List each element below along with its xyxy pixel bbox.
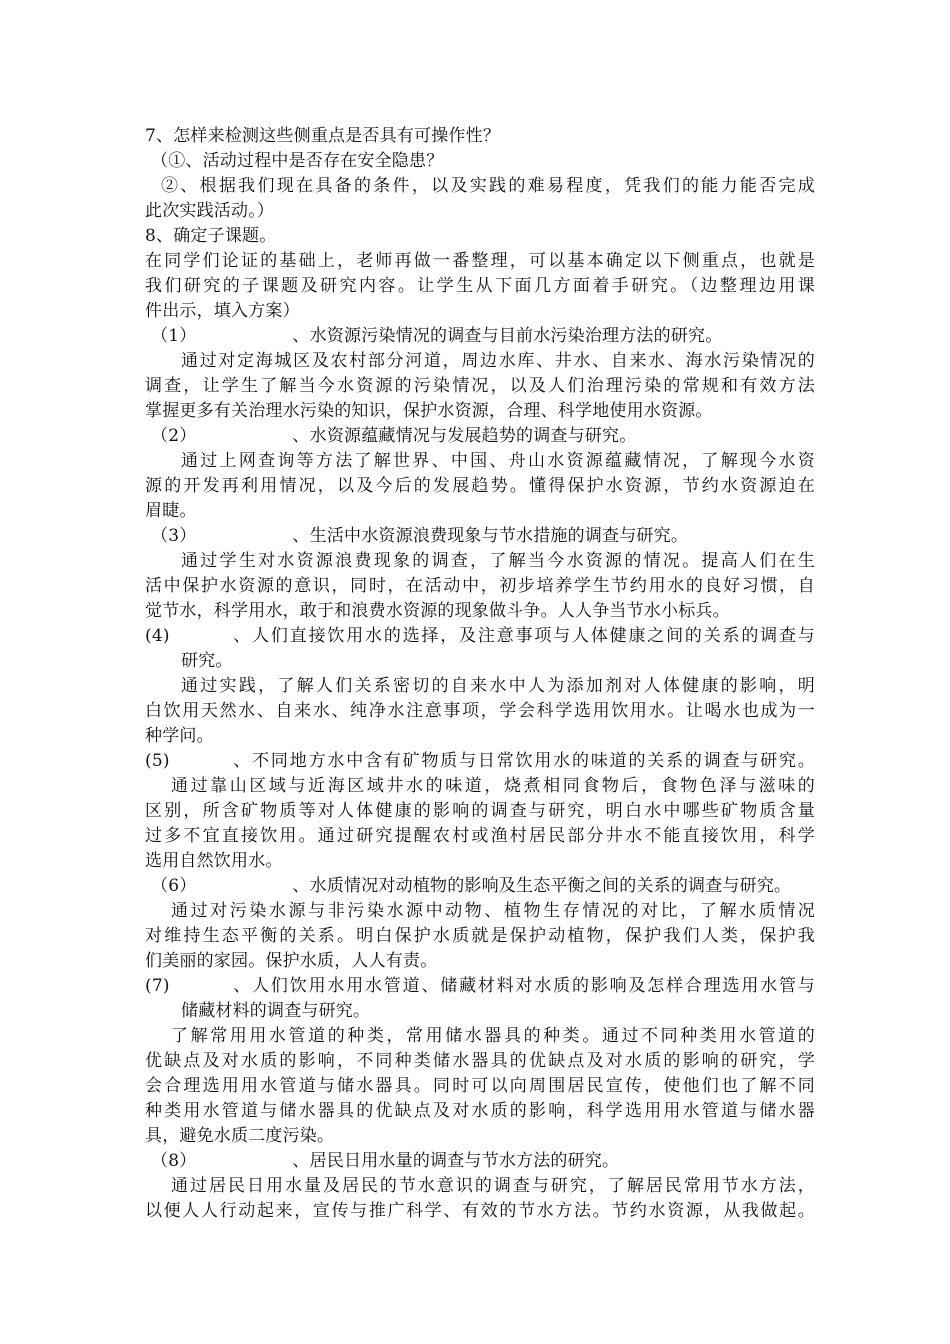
text-line: 此次实践活动。） <box>145 201 275 221</box>
subtopic-number: (4) <box>145 626 170 646</box>
text-line: 通过实践，了解人们关系密切的自来水中人为添加剂对人体健康的影响，明 <box>181 676 815 696</box>
subtopic-3-heading <box>145 524 815 549</box>
text-line: 区别，所含矿物质等对人体健康的影响的调查与研究，明白水中哪些矿物质含量 <box>145 801 815 821</box>
text-line: 通过对污染水源与非污染水源中动物、植物生存情况的对比，了解水质情况 <box>171 901 815 921</box>
subtopic-title: 、水质情况对动植物的影响及生态平衡之间的关系的调查与研究。 <box>292 876 792 896</box>
subtopic-4-heading <box>145 624 815 649</box>
subtopic-number: （1） <box>151 326 197 346</box>
subtopic-title: 、不同地方水中含有矿物质与日常饮用水的味道的关系的调查与研究。 <box>231 751 815 771</box>
subtopic-1-heading <box>145 324 815 349</box>
text-line: 了解常用用水管道的种类，常用储水器具的种类。通过不同种类用水管道的 <box>171 1026 815 1046</box>
text-line: 掌握更多有关治理水污染的知识，保护水资源，合理、科学地使用水资源。 <box>145 401 713 421</box>
text-line: 种类用水管道与储水器具的优缺点及对水质的影响，科学选用用水管道与储水器 <box>145 1101 815 1121</box>
subtopic-number: (5) <box>145 751 170 771</box>
text-line: 眉睫。 <box>145 501 197 521</box>
text-line: 活中保护水资源的意识，同时，在活动中，初步培养学生节约用水的良好习惯，自 <box>145 576 815 596</box>
subtopic-title: 、水资源蕴藏情况与发展趋势的调查与研究。 <box>292 426 637 446</box>
subtopic-number: （2） <box>151 426 197 446</box>
document-body <box>145 124 815 1224</box>
text-line: 觉节水，科学用水，敢于和浪费水资源的现象做斗争。人人争当节水小标兵。 <box>145 601 730 621</box>
text-line: 以便人人行动起来，宣传与推广科学、有效的节水方法。节约水资源，从我做起。 <box>145 1201 815 1221</box>
subtopic-6-heading <box>145 874 815 899</box>
subtopic-7-heading <box>145 974 815 999</box>
text-line: 源的开发再利用情况，以及今后的发展趋势。懂得保护水资源，节约水资源迫在 <box>145 476 815 496</box>
text-line: 会合理选用用水管道与储水器具。同时可以向周围居民宣传，使他们也了解不同 <box>145 1076 815 1096</box>
text-line: 具，避免水质二度污染。 <box>145 1126 335 1146</box>
text-line: 在同学们论证的基础上，老师再做一番整理，可以基本确定以下侧重点，也就是 <box>145 251 815 271</box>
text-line: 对维持生态平衡的关系。明白保护水质就是保护动植物，保护我们人类，保护我 <box>145 926 815 946</box>
subtopic-title: 、人们饮用水用水管道、储藏材料对水质的影响及怎样合理选用水管与 <box>231 976 815 996</box>
text-line: 们美丽的家园。保护水质，人人有责。 <box>145 951 438 971</box>
text-line: 通过学生对水资源浪费现象的调查，了解当今水资源的情况。提高人们在生 <box>181 551 815 571</box>
subtopic-title: 、人们直接饮用水的选择，及注意事项与人体健康之间的关系的调查与 <box>231 626 815 646</box>
text-line: 优缺点及对水质的影响，不同种类储水器具的优缺点及对水质的影响的研究，学 <box>145 1051 815 1071</box>
subtopic-number: （6） <box>151 876 197 896</box>
text-line: 通过靠山区域与近海区域井水的味道，烧煮相同食物后，食物色泽与滋味的 <box>171 776 815 796</box>
text-line: 过多不宜直接饮用。通过研究提醒农村或渔村居民部分井水不能直接饮用，科学 <box>145 826 815 846</box>
subtopic-title: 、居民日用水量的调查与节水方法的研究。 <box>292 1151 620 1171</box>
subtopic-8-heading <box>145 1149 815 1174</box>
text-line: 储藏材料的调查与研究。 <box>181 1001 371 1021</box>
text-line: 我们研究的子课题及研究内容。让学生从下面几方面着手研究。（边整理边用课 <box>145 276 815 296</box>
subtopic-number: (7) <box>145 976 170 996</box>
step-7-heading: 7、怎样来检测这些侧重点是否具有可操作性？ <box>145 126 501 146</box>
subtopic-2-heading <box>145 424 815 449</box>
text-line: 通过居民日用水量及居民的节水意识的调查与研究，了解居民常用节水方法， <box>171 1176 815 1196</box>
text-line: 调查，让学生了解当今水资源的污染情况，以及人们治理污染的常规和有效方法 <box>145 376 815 396</box>
subtopic-number: （8） <box>151 1151 197 1171</box>
subtopic-number: （3） <box>151 526 197 546</box>
subtopic-title: 、水资源污染情况的调查与目前水污染治理方法的研究。 <box>292 326 723 346</box>
text-line: 件出示，填入方案） <box>145 301 300 321</box>
subtopic-5-heading <box>145 749 815 774</box>
text-line: 白饮用天然水、自来水、纯净水注意事项，学会科学选用饮用水。让喝水也成为一 <box>145 701 815 721</box>
text-line: ②、根据我们现在具备的条件，以及实践的难易程度，凭我们的能力能否完成 <box>161 176 815 196</box>
text-line: 选用自然饮用水。 <box>145 851 283 871</box>
text-line: 通过上网查询等方法了解世界、中国、舟山水资源蕴藏情况，了解现今水资 <box>181 451 815 471</box>
step-8-heading: 8、确定子课题。 <box>145 226 277 246</box>
text-line: 种学问。 <box>145 726 214 746</box>
text-line: （①、活动过程中是否存在安全隐患？ <box>151 151 444 171</box>
text-line: 通过对定海城区及农村部分河道，周边水库、井水、自来水、海水污染情况的 <box>181 351 815 371</box>
text-line: 研究。 <box>181 651 233 671</box>
subtopic-title: 、生活中水资源浪费现象与节水措施的调查与研究。 <box>292 526 689 546</box>
